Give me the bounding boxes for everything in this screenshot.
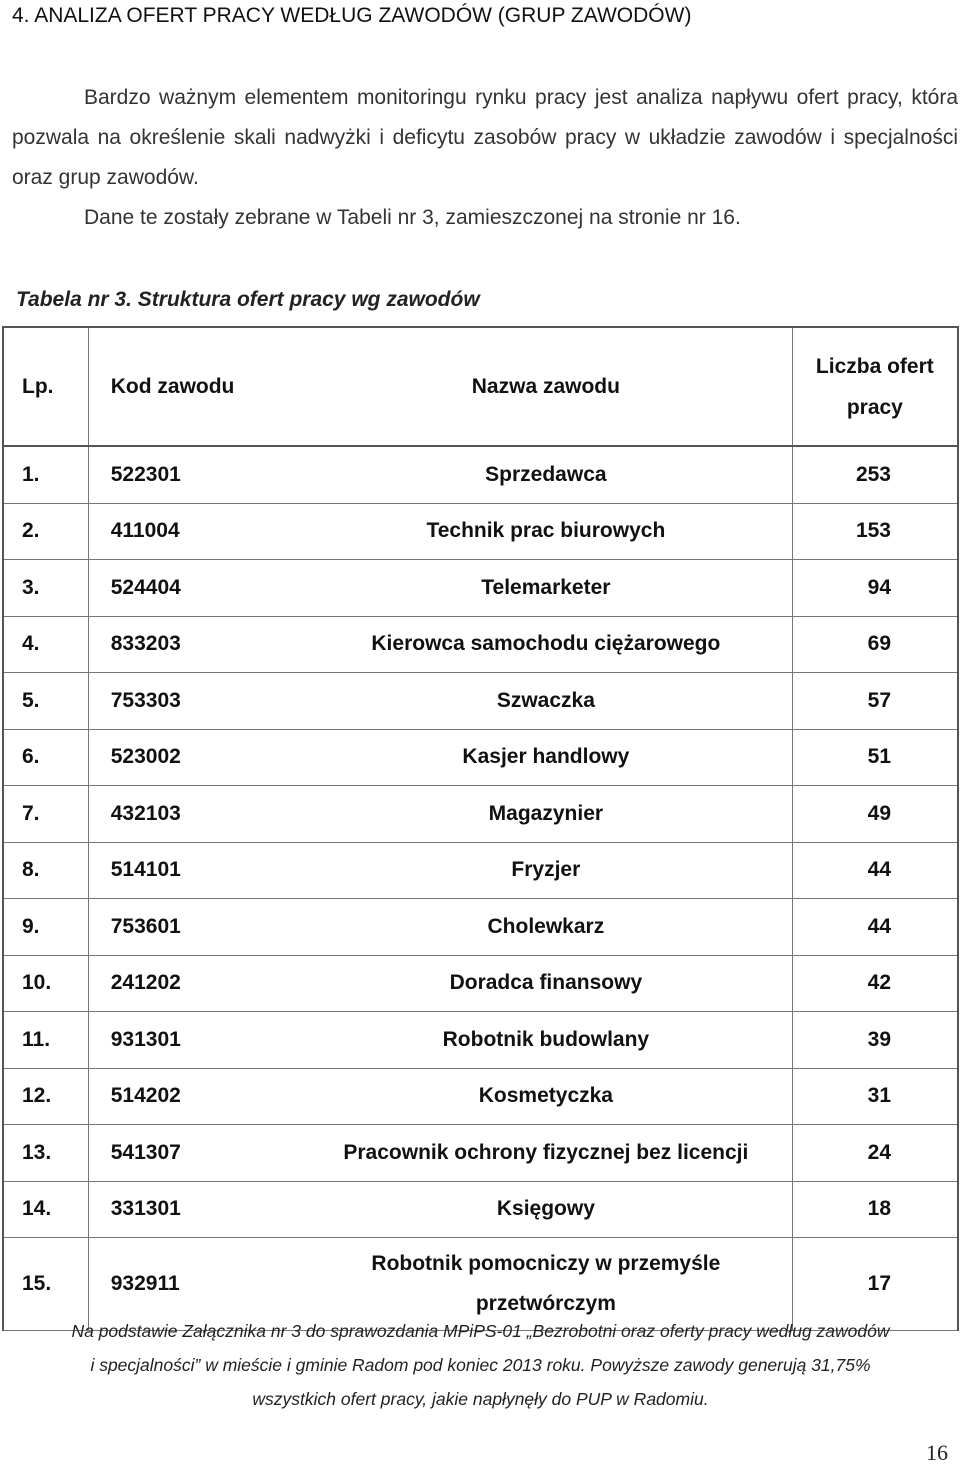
cell-name: Technik prac biurowych	[300, 503, 792, 560]
cell-count: 24	[792, 1125, 958, 1182]
cell-code: 411004	[88, 503, 300, 560]
cell-name: Robotnik budowlany	[300, 1012, 792, 1069]
cell-count: 31	[792, 1068, 958, 1125]
cell-name: Magazynier	[300, 786, 792, 843]
cell-name-line-1: Robotnik pomocniczy w przemyśle	[371, 1252, 721, 1275]
page-number: 16	[926, 1440, 948, 1465]
cell-count: 44	[792, 842, 958, 899]
cell-code: 753601	[88, 899, 300, 956]
cell-name: Fryzjer	[300, 842, 792, 899]
table-row	[3, 1012, 958, 1069]
offers-table	[2, 326, 959, 1331]
cell-code: 514202	[88, 1068, 300, 1125]
cell-count: 18	[792, 1181, 958, 1238]
cell-code: 432103	[88, 786, 300, 843]
cell-name-line-2: przetwórczym	[475, 1292, 616, 1315]
cell-lp: 7.	[3, 786, 88, 843]
table-row	[3, 446, 958, 503]
source-note	[2, 1314, 959, 1416]
header-name: Nazwa zawodu	[300, 327, 792, 446]
table-row	[3, 729, 958, 786]
cell-lp: 8.	[3, 842, 88, 899]
cell-code: 931301	[88, 1012, 300, 1069]
cell-lp: 14.	[3, 1181, 88, 1238]
cell-name: Doradca finansowy	[300, 955, 792, 1012]
table-row	[3, 842, 958, 899]
cell-lp: 5.	[3, 673, 88, 730]
cell-lp: 10.	[3, 955, 88, 1012]
cell-count: 253	[792, 446, 958, 503]
cell-name: Sprzedawca	[300, 446, 792, 503]
table-row	[3, 899, 958, 956]
cell-lp: 12.	[3, 1068, 88, 1125]
cell-code: 932911	[88, 1238, 300, 1331]
cell-lp: 2.	[3, 503, 88, 560]
cell-code: 514101	[88, 842, 300, 899]
cell-count: 44	[792, 899, 958, 956]
header-count-line-2: pracy	[846, 395, 903, 419]
cell-count: 39	[792, 1012, 958, 1069]
cell-code: 522301	[88, 446, 300, 503]
header-lp: Lp.	[3, 327, 88, 446]
table-row	[3, 1181, 958, 1238]
cell-name: Kasjer handlowy	[300, 729, 792, 786]
cell-code: 753303	[88, 673, 300, 730]
table-row	[3, 560, 958, 617]
cell-count: 94	[792, 560, 958, 617]
cell-lp: 4.	[3, 616, 88, 673]
cell-lp: 13.	[3, 1125, 88, 1182]
cell-count: 57	[792, 673, 958, 730]
source-note-line-2: i specjalności” w mieście i gminie Radom pod koniec 2013 roku. Powyższe zawody generują 31,75%	[90, 1355, 871, 1375]
cell-lp: 15.	[3, 1238, 88, 1331]
offers-table-wrapper	[2, 326, 959, 1331]
cell-code: 241202	[88, 955, 300, 1012]
cell-count: 153	[792, 503, 958, 560]
cell-lp: 6.	[3, 729, 88, 786]
table-row	[3, 955, 958, 1012]
intro-text	[12, 78, 958, 238]
intro-paragraph-1: Bardzo ważnym elementem monitoringu rynku pracy jest analiza napływu ofert pracy, która pozwala na określenie skali nadwyżki i deficytu zasobów pracy w układzie zawodów i specjalności oraz grup zawodów.	[12, 86, 958, 189]
cell-count: 42	[792, 955, 958, 1012]
cell-code: 833203	[88, 616, 300, 673]
section-heading: 4. ANALIZA OFERT PRACY WEDŁUG ZAWODÓW (GRUP ZAWODÓW)	[12, 4, 692, 27]
table-row	[3, 1068, 958, 1125]
cell-code: 331301	[88, 1181, 300, 1238]
cell-count: 51	[792, 729, 958, 786]
cell-count: 17	[792, 1238, 958, 1331]
cell-name: Kierowca samochodu ciężarowego	[300, 616, 792, 673]
cell-name: Księgowy	[300, 1181, 792, 1238]
cell-code: 541307	[88, 1125, 300, 1182]
cell-name: Telemarketer	[300, 560, 792, 617]
cell-count: 69	[792, 616, 958, 673]
cell-code: 523002	[88, 729, 300, 786]
cell-lp: 11.	[3, 1012, 88, 1069]
table-row	[3, 1125, 958, 1182]
table-row	[3, 786, 958, 843]
table-caption: Tabela nr 3. Struktura ofert pracy wg zawodów	[16, 288, 480, 311]
source-note-line-3: wszystkich ofert pracy, jakie napłynęły do PUP w Radomiu.	[252, 1389, 709, 1409]
source-note-line-1: Na podstawie Załącznika nr 3 do sprawozdania MPiPS-01 „Bezrobotni oraz oferty pracy według zawodów	[71, 1321, 890, 1341]
header-code: Kod zawodu	[88, 327, 300, 446]
header-count	[792, 327, 958, 446]
table-row	[3, 503, 958, 560]
header-count-line-1: Liczba ofert	[815, 354, 934, 378]
table-row	[3, 673, 958, 730]
cell-count: 49	[792, 786, 958, 843]
table-row	[3, 616, 958, 673]
table-header-row	[3, 327, 958, 446]
cell-lp: 3.	[3, 560, 88, 617]
cell-name: Szwaczka	[300, 673, 792, 730]
intro-paragraph-2: Dane te zostały zebrane w Tabeli nr 3, zamieszczonej na stronie nr 16.	[84, 206, 741, 229]
cell-lp: 1.	[3, 446, 88, 503]
cell-name: Pracownik ochrony fizycznej bez licencji	[300, 1125, 792, 1182]
cell-name: Kosmetyczka	[300, 1068, 792, 1125]
cell-code: 524404	[88, 560, 300, 617]
cell-name: Cholewkarz	[300, 899, 792, 956]
cell-lp: 9.	[3, 899, 88, 956]
